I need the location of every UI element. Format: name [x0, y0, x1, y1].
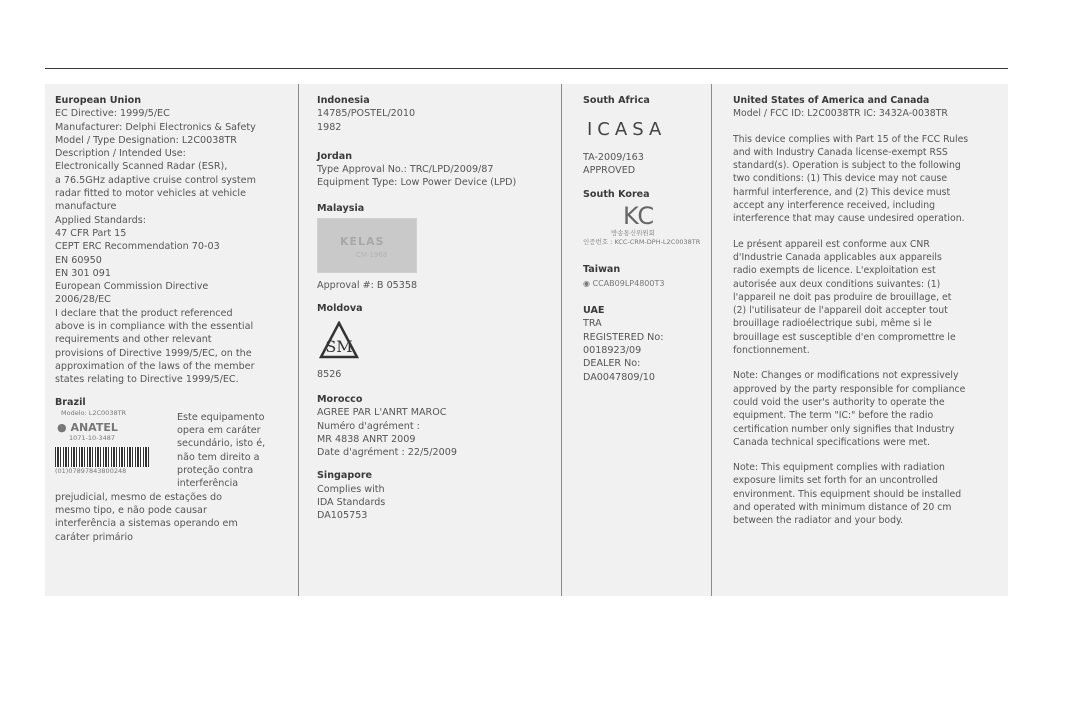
morocco-line: MR 4838 ANRT 2009 — [317, 433, 416, 445]
ic-french-line: d'Industrie Canada applicables aux appareils — [733, 251, 942, 263]
changes-note-line: Canada technical specifications were met. — [733, 436, 930, 448]
uae-heading: UAE — [583, 305, 605, 317]
moldova-number: 8526 — [317, 368, 342, 380]
changes-note-line: could void the user's authority to operate the — [733, 396, 945, 408]
brazil-side-text — [177, 409, 265, 491]
indonesia-line: 14785/POSTEL/2010 — [317, 108, 416, 120]
singapore-line: Complies with — [317, 483, 385, 495]
south-africa-heading: South Africa — [583, 95, 650, 106]
column-divider — [561, 84, 562, 596]
uae-line: 0018923/09 — [583, 344, 642, 356]
radiation-note-line: between the radiator and your body. — [733, 515, 904, 527]
eu-line: a 76.5GHz adaptive cruise control system — [55, 174, 256, 186]
anatel-dot-icon: ● — [57, 420, 67, 434]
fcc-line: This device complies with Part 15 of the FCC Rules — [733, 133, 969, 145]
taiwan-cert: CCAB09LP4800T3 — [592, 278, 665, 288]
korea-cert-number: 인증번호 : KCC-CRM-DPH-L2C0038TR — [583, 238, 701, 247]
changes-note-line: certification number only signifies that Industry — [733, 423, 955, 435]
morocco-line: Date d'agrément : 22/5/2009 — [317, 447, 457, 459]
fcc-line: accept any interference received, including — [733, 200, 935, 212]
eu-line: Model / Type Designation: L2C0038TR — [55, 134, 237, 146]
ic-french-line: brouillage radioélectrique subi, même si le — [733, 318, 932, 330]
uae-line: REGISTERED No: — [583, 331, 664, 343]
radiation-note-line: Note: This equipment complies with radiation — [733, 462, 945, 474]
kc-logo: KC — [623, 202, 655, 231]
eu-line: EN 301 091 — [55, 267, 111, 279]
eu-line: Applied Standards: — [55, 214, 146, 226]
barcode-icon — [55, 447, 149, 467]
anatel-name: ANATEL — [70, 420, 118, 434]
indonesia-line: 1982 — [317, 121, 342, 133]
eu-line: requirements and other relevant — [55, 334, 212, 346]
malaysia-logo — [317, 218, 417, 273]
eu-line: Description / Intended Use: — [55, 148, 186, 160]
singapore-line: IDA Standards — [317, 497, 386, 509]
anatel-label — [55, 409, 167, 491]
brazil-side-line: proteção contra — [177, 465, 254, 477]
eu-line: provisions of Directive 1999/5/EC, on the — [55, 347, 252, 359]
ic-french-line: l'appareil ne doit pas produire de brouillage, et — [733, 291, 952, 303]
jordan-heading: Jordan — [317, 150, 353, 162]
icasa-logo: ICASA — [587, 119, 667, 141]
eu-line: 2006/28/EC — [55, 294, 111, 306]
moldova-sm-icon — [319, 321, 359, 365]
malaysia-heading: Malaysia — [317, 202, 365, 214]
brazil-side-line: secundário, isto é, — [177, 438, 266, 450]
morocco-line: AGREE PAR L'ANRT MAROC — [317, 407, 447, 419]
column-divider — [298, 84, 299, 596]
ic-french-line: fonctionnement. — [733, 345, 810, 357]
column-divider — [711, 84, 712, 596]
morocco-heading: Morocco — [317, 393, 363, 405]
fcc-model: Model / FCC ID: L2C0038TR IC: 3432A-0038TR — [733, 108, 948, 120]
jordan-line: Type Approval No.: TRC/LPD/2009/87 — [317, 164, 494, 176]
ncc-icon: ◉ — [583, 278, 590, 288]
changes-note-line: Note: Changes or modifications not expressively — [733, 370, 959, 382]
eu-line: European Commission Directive — [55, 281, 209, 293]
uae-line: DEALER No: — [583, 358, 641, 370]
fcc-line: harmful interference, and (2) This device must — [733, 186, 951, 198]
radiation-note-line: exposure limits set forth for an uncontrolled — [733, 475, 938, 487]
brazil-line: prejudicial, mesmo de estações do — [55, 491, 222, 503]
jordan-line: Equipment Type: Low Power Device (LPD) — [317, 177, 517, 189]
eu-line: CEPT ERC Recommendation 70-03 — [55, 241, 220, 253]
brazil-line: mesmo tipo, e não pode causar — [55, 504, 207, 516]
morocco-line: Numéro d'agrément : — [317, 420, 420, 432]
brazil-side-line: não tem direito a — [177, 451, 260, 463]
ic-french-line: autorisée aux deux conditions suivantes: (1) — [733, 278, 941, 290]
ic-french-line: Le présent appareil est conforme aux CNR — [733, 238, 930, 250]
brazil-line: caráter primário — [55, 531, 134, 543]
eu-line: Manufacturer: Delphi Electronics & Safety — [55, 121, 256, 133]
eu-line: approximation of the laws of the member — [55, 360, 255, 372]
indonesia-heading: Indonesia — [317, 95, 370, 106]
brazil-side-line: Este equipamento — [177, 411, 265, 423]
ic-french-line: brouillage est susceptible d'en compromettre le — [733, 331, 956, 343]
column-eu-brazil — [55, 94, 291, 544]
eu-line: 47 CFR Part 15 — [55, 227, 127, 239]
malaysia-logo-text: KELAS — [340, 235, 385, 249]
moldova-heading: Moldova — [317, 303, 363, 315]
anatel-code: 1071-10-3487 — [69, 434, 116, 443]
brazil-block — [55, 409, 291, 491]
brazil-side-line: interferência — [177, 478, 239, 490]
radiation-note-line: environment. This equipment should be installed — [733, 488, 962, 500]
uae-line: DA0047809/10 — [583, 371, 655, 383]
radiation-note-line: and operated with minimum distance of 20 cm — [733, 502, 952, 514]
changes-note-line: equipment. The term "IC:" before the radio — [733, 410, 934, 422]
brazil-line: interferência a sistemas operando em — [55, 518, 238, 530]
ic-french-line: radio exempts de licence. L'exploitation est — [733, 265, 936, 277]
eu-line: manufacture — [55, 201, 117, 213]
eu-line: EN 60950 — [55, 254, 102, 266]
column-usa-canada — [733, 94, 1005, 528]
eu-line: states relating to Directive 1999/5/EC. — [55, 374, 239, 386]
anatel-logo — [57, 421, 167, 434]
anatel-model: Modelo: L2C0038TR — [61, 408, 127, 417]
eu-line: Electronically Scanned Radar (ESR), — [55, 161, 228, 173]
eu-line: above is in compliance with the essential — [55, 321, 254, 333]
eu-heading: European Union — [55, 95, 142, 106]
anatel-barcode-number: (01)07897843800248 — [55, 467, 127, 476]
usa-canada-heading: United States of America and Canada — [733, 95, 930, 106]
column-africa-asia — [583, 94, 705, 384]
malaysia-logo-sub: CM-1968 — [356, 251, 388, 260]
south-africa-line: APPROVED — [583, 164, 636, 176]
column-asia-africa — [317, 94, 555, 523]
svg-text:SM: SM — [325, 336, 353, 356]
uae-line: TRA — [583, 318, 602, 330]
eu-line: radar fitted to motor vehicles at vehicle — [55, 188, 246, 200]
brazil-heading: Brazil — [55, 396, 86, 408]
changes-note-line: approved by the party responsible for compliance — [733, 383, 966, 395]
eu-line: EC Directive: 1999/5/EC — [55, 108, 170, 120]
eu-line: I declare that the product referenced — [55, 307, 233, 319]
brazil-side-line: opera em caráter — [177, 425, 261, 437]
fcc-line: interference that may cause undesired operation. — [733, 213, 965, 225]
fcc-line: and with Industry Canada license-exempt RSS — [733, 146, 948, 158]
south-korea-heading: South Korea — [583, 189, 650, 201]
south-africa-line: TA-2009/163 — [583, 151, 644, 163]
top-rule — [45, 68, 1008, 69]
ic-french-line: (2) l'utilisateur de l'appareil doit accepter tout — [733, 305, 948, 317]
korea-small-text: 방송통신위원회 — [611, 229, 655, 238]
taiwan-heading: Taiwan — [583, 264, 621, 276]
fcc-line: standard(s). Operation is subject to the following — [733, 160, 961, 172]
singapore-line: DA105753 — [317, 510, 368, 522]
malaysia-approval: Approval #: B 05358 — [317, 280, 418, 292]
taiwan-line — [583, 277, 705, 290]
fcc-line: two conditions: (1) This device may not cause — [733, 173, 948, 185]
singapore-heading: Singapore — [317, 470, 373, 482]
